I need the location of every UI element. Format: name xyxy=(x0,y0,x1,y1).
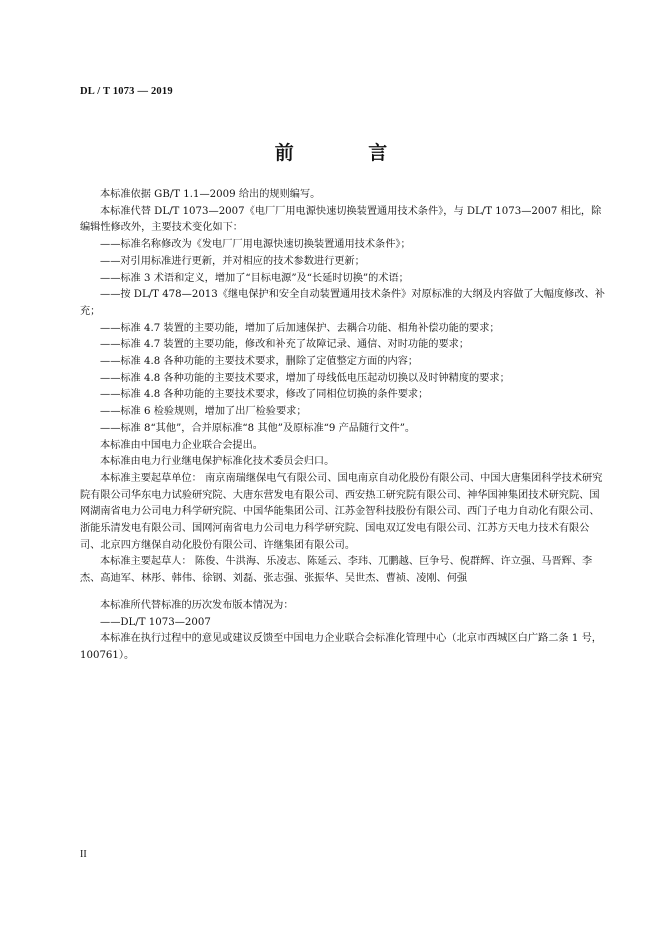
feedback-note: 本标准在执行过程中的意见或建议反馈至中国电力企业联合会标准化管理中心（北京市西城区白广路二条 1 号，100761）。 xyxy=(80,633,602,661)
change-item: ——标准名称修改为《发电厂厂用电源快速切换装置通用技术条件》； xyxy=(100,239,411,251)
change-item: ——按 DL/T 478—2013《继电保护和安全自动装置通用技术条件》对原标准的大纲及内容做了大幅度修改、补充； xyxy=(80,289,605,317)
paragraph: 本标准代替 DL/T 1073—2007《电厂厂用电源快速切换装置通用技术条件》，与 DL/T 1073—2007 相比，除编辑性修改外，主要技术变化如下： xyxy=(80,205,602,234)
previous-edition: ——DL/T 1073—2007 xyxy=(100,616,211,628)
change-item: ——标准 8“其他”，合并原标准“8 其他”及原标准“9 产品随行文件”。 xyxy=(100,422,416,434)
page-number: II xyxy=(80,849,87,860)
drafting-organizations: 本标准主要起草单位： 南京南瑞继保电气有限公司、国电南京自动化股份有限公司、中国大唐集团科学技术研究院有限公司华东电力试验研究院、大唐东营发电有限公司、西安热工研究院有限公司、神华国神集团技术研究院、国网湖南省电力公司电力科学研究院、中国华能集团公司、江苏金智科技股份有限公司、西门子电力自动化有限公司、浙能乐清发电有限公司、国网河南省电力公司电力科学研究院、国电双辽发电有限公司、江苏方天电力技术有限公司、北京四方继保自动化股份有限公司、许继集团有限公司。 xyxy=(80,472,603,551)
change-item: ——对引用标准进行更新，并对相应的技术参数进行更新； xyxy=(100,255,365,267)
change-item: ——标准 4.7 装置的主要功能，增加了后加速保护、去耦合功能、相角补偿功能的要求； xyxy=(100,322,500,334)
change-item: ——标准 3 术语和定义，增加了“目标电源”及“长延时切换”的术语； xyxy=(100,272,409,284)
paragraph: 本标准依据 GB/T 1.1—2009 给出的规则编写。 xyxy=(100,189,321,200)
change-item: ——标准 6 检验规则，增加了出厂检验要求； xyxy=(100,406,307,418)
paragraph: 本标准由电力行业继电保护标准化技术委员会归口。 xyxy=(100,456,335,468)
change-item: ——标准 4.7 装置的主要功能，修改和补充了故障记录、通信、对时功能的要求； xyxy=(100,339,470,351)
foreword-body xyxy=(80,187,606,665)
change-item: ——标准 4.8 各种功能的主要技术要求，删除了定值整定方面的内容； xyxy=(100,356,419,368)
page-title: 前 言 xyxy=(274,142,422,164)
standard-code: DL / T 1073 — 2019 xyxy=(80,86,173,97)
change-item: ——标准 4.8 各种功能的主要技术要求，修改了同相位切换的条件要求； xyxy=(100,389,429,401)
change-item: ——标准 4.8 各种功能的主要技术要求，增加了母线低电压起动切换以及时钟精度的要求； xyxy=(100,372,510,384)
drafters: 本标准主要起草人： 陈俊、牛洪海、乐凌志、陈延云、李玮、兀鹏越、巨争号、倪群辉、许立强、马晋辉、李杰、高迪军、林彤、韩伟、徐钢、刘磊、张志强、张振华、吴世杰、曹祯、凌刚、何强 xyxy=(80,556,593,585)
paragraph: 本标准由中国电力企业联合会提出。 xyxy=(100,439,263,451)
paragraph: 本标准所代替标准的历次发布版本情况为： xyxy=(100,599,294,611)
